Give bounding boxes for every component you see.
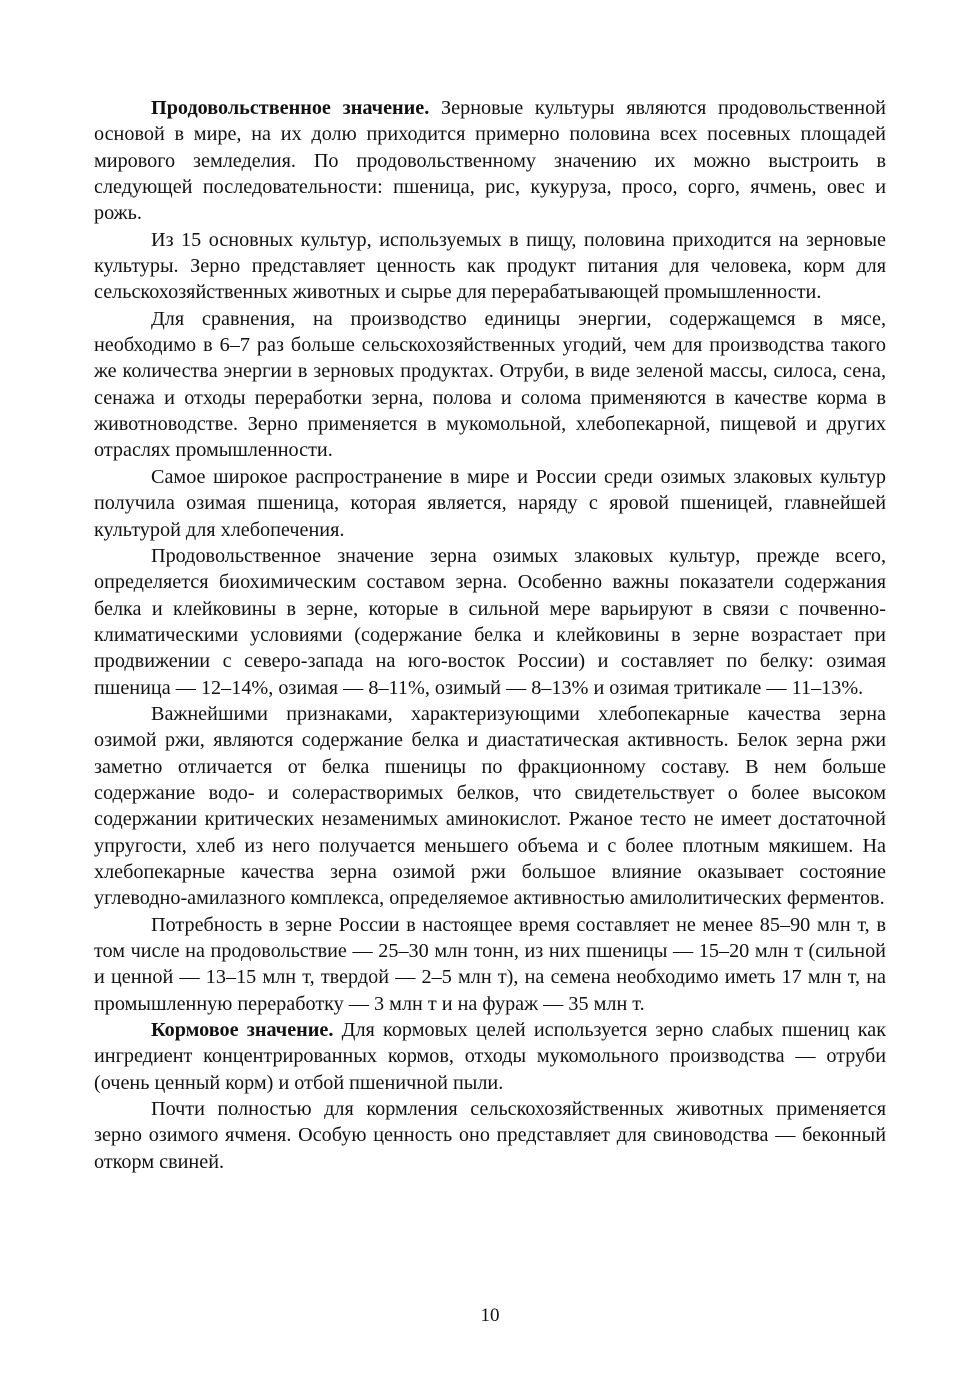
paragraph [94,227,886,306]
paragraph [94,701,886,912]
paragraph [94,1096,886,1175]
paragraph [94,464,886,543]
paragraph-text: Для кормовых целей используется зерно слабых пшениц как ингредиент концентрированных кормов, отходы мукомольного производства — отруби (очень ценный корм) и отбой пшеничной пыли. [94,1019,886,1094]
paragraph-text: Потребность в зерне России в настоящее время составляет не менее 85–90 млн т, в том числе на продовольствие — 25–30 млн тонн, из них пшеницы — 15–20 млн т (сильной и ценной — 13–15 млн т, твердой — 2–5 млн т), на семена необходимо иметь 17 млн т, на промышленную переработку — 3 млн т и на фураж — 35 млн т. [94,913,886,1015]
paragraph-text: Продовольственное значение зерна озимых злаковых культур, прежде всего, определяется биохимическим составом зерна. Особенно важны показатели содержания белка и клейковины в зерне, которые в сильной мере варьируют в связи с почвенно-климатическими условиями (содержание белка и клейковины в зерне возрастает при продвижении с северо-запада на юго-восток России) и составляет по белку: озимая пшеница — 12–14%, озимая — 8–11%, озимый — 8–13% и озимая тритикале — 11–13%. [94,544,886,699]
heading-food-value: Продовольственное значение. [151,97,430,119]
paragraph-food-value [94,95,886,227]
paragraph-text: Для сравнения, на производство единицы энергии, содержащемся в мясе, необходимо в 6–7 раз больше сельскохозяйственных угодий, чем для производства такого же количества энергии в зерновых продуктах. Отруби, в виде зеленой массы, силоса, сена, сенажа и отходы переработки зерна, полова и солома применяются в качестве корма в животноводстве. Зерно применяется в мукомольной, хлебопекарной, пищевой и других отраслях промышленности. [94,307,886,462]
body-text [94,95,886,1175]
paragraph [94,306,886,464]
page-number: 10 [480,1305,500,1326]
paragraph [94,912,886,1017]
heading-feed-value: Кормовое значение. [151,1019,334,1042]
paragraph-text: Важнейшими признаками, характеризующими хлебопекарные качества зерна озимой ржи, являются содержание белка и диастатическая активность. Белок зерна ржи заметно отличается от белка пшеницы по фракционному составу. В нем больше содержание водо- и солерастворимых белков, что свидетельствует о более высоком содержании критических незаменимых аминокислот. Ржаное тесто не имеет достаточной упругости, хлеб из него получается меньшего объема и с более плотным мякишем. На хлебопекарные качества зерна озимой ржи большое влияние оказывает состояние углеводно-амилазного комплекса, определяемое активностью амилолитических ферментов. [94,702,886,910]
paragraph-text: Из 15 основных культур, используемых в пищу, половина приходится на зерновые культуры. Зерно представляет ценность как продукт питания для человека, корм для сельскохозяйственных животных и сырье для перерабатывающей промышленности. [94,228,886,304]
paragraph-feed-value [94,1017,886,1096]
paragraph-text: Самое широкое распространение в мире и России среди озимых злаковых культур получила озимая пшеница, которая является, наряду с яровой пшеницей, главнейшей культурой для хлебопечения. [94,465,886,541]
paragraph [94,543,886,701]
paragraph-text: Зерновые культуры являются продовольственной основой в мире, на их долю приходится примерно половина всех посевных площадей мирового земледелия. По продовольственному значению их можно выстроить в следующей последовательности: пшеница, рис, кукуруза, просо, сорго, ячмень, овес и рожь. [94,97,886,225]
paragraph-text: Почти полностью для кормления сельскохозяйственных животных применяется зерно озимого ячменя. Особую ценность оно представляет для свиноводства — беконный откорм свиней. [94,1098,886,1173]
